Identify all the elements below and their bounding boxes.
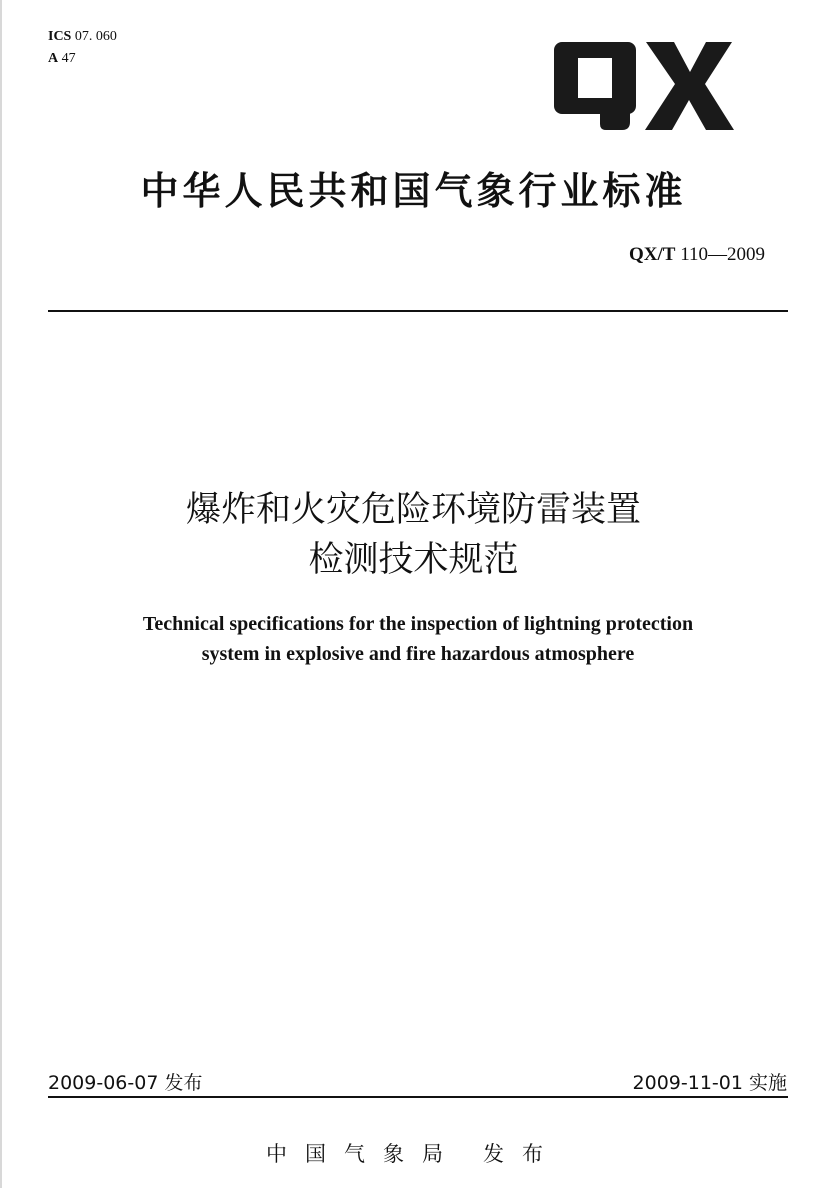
national-standard-title: 中华人民共和国气象行业标准 xyxy=(140,169,687,213)
ccs-code: 47 xyxy=(61,51,76,66)
chinese-title-line-2: 检测技术规范 xyxy=(308,540,519,580)
publisher-name: 中国气象局 xyxy=(266,1142,461,1166)
standard-prefix: QX/T xyxy=(629,244,676,265)
issue-date: 2009-06-07 发布 xyxy=(48,1072,203,1094)
ccs-label: A xyxy=(48,51,59,66)
english-title-line-1: Technical specifications for the inspection of lightning protection xyxy=(142,613,694,635)
standard-number xyxy=(629,244,765,266)
english-title-line-2: system in explosive and fire hazardous atmosphere xyxy=(201,643,635,665)
top-divider xyxy=(48,310,788,312)
ccs-classification xyxy=(48,50,76,68)
qx-logo xyxy=(548,38,734,134)
standard-code: 110—2009 xyxy=(680,244,765,265)
publisher xyxy=(0,1138,827,1168)
chinese-title-line-1: 爆炸和火灾危险环境防雷装置 xyxy=(185,490,641,530)
ics-label: ICS xyxy=(48,29,72,44)
bottom-divider xyxy=(48,1096,788,1098)
ics-code: 07. 060 xyxy=(74,29,117,44)
ics-classification xyxy=(48,28,117,46)
publisher-action: 发布 xyxy=(483,1142,561,1166)
implementation-date: 2009-11-01 实施 xyxy=(632,1072,787,1094)
